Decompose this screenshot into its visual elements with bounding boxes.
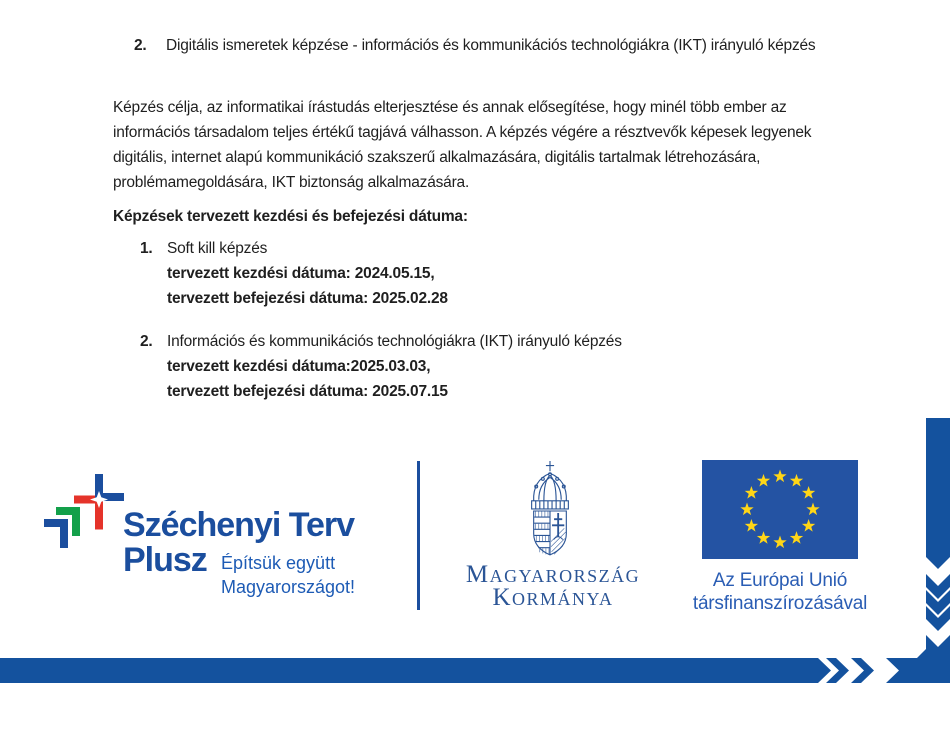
schedule-item-2 <box>167 329 847 404</box>
szechenyi-tagline-line2: Magyarországot! <box>221 577 356 597</box>
szechenyi-tagline-line1: Építsük együtt <box>221 553 336 573</box>
hungary-coat-of-arms-icon <box>519 460 581 562</box>
government-name-line2: Kormánya <box>492 584 614 611</box>
eu-cofinancing-caption <box>668 570 892 615</box>
eu-caption-line2: társfinanszírozásával <box>692 592 868 614</box>
government-name-line1: Magyarország <box>465 561 641 588</box>
schedule-item-1-end-date: tervezett befejezési dátuma: 2025.02.28 <box>167 290 448 307</box>
schedule-item-1-name: Soft kill képzés <box>167 240 268 257</box>
schedule-item-2-number: 2. <box>140 333 153 350</box>
szechenyi-wordmark-line2: Plusz <box>123 541 207 579</box>
intro-paragraph: Képzés célja, az informatikai írástudás elterjesztése és annak elősegítése, hogy minél több ember az információs társadalom teljes értékű tagjává válhasson. A képzés végére a résztvevők képesek legyenek digitális, internet alapú kommunikáció szakszerű alkalmazására, digitális tartalmak létrehozására, problémamegoldására, IKT biztonság alkalmazására. <box>113 99 812 191</box>
schedule-item-2-end-date: tervezett befejezési dátuma: 2025.07.15 <box>167 383 448 400</box>
schedule-item-1-number: 1. <box>140 240 153 257</box>
szechenyi-plusz-logo-icon <box>40 470 130 555</box>
schedule-item-1-start-date: tervezett kezdési dátuma: 2024.05.15, <box>167 265 435 282</box>
title-item-text: Digitális ismeretek képzése - információs és kommunikációs technológiákra (IKT) irányuló képzés <box>166 37 816 54</box>
schedule-item-2-start-date: tervezett kezdési dátuma:2025.03.03, <box>167 358 431 375</box>
eu-caption-line1: Az Európai Unió <box>712 570 848 591</box>
schedule-item-1 <box>167 236 847 311</box>
title-item-number: 2. <box>134 37 147 54</box>
schedule-item-2-name: Információs és kommunikációs technológiákra (IKT) irányuló képzés <box>167 333 622 350</box>
footer-divider <box>417 461 420 610</box>
eu-flag-icon <box>702 460 858 559</box>
szechenyi-wordmark-line1: Széchenyi Terv <box>123 506 355 544</box>
schedule-heading: Képzések tervezett kezdési és befejezési dátuma: <box>113 208 468 225</box>
